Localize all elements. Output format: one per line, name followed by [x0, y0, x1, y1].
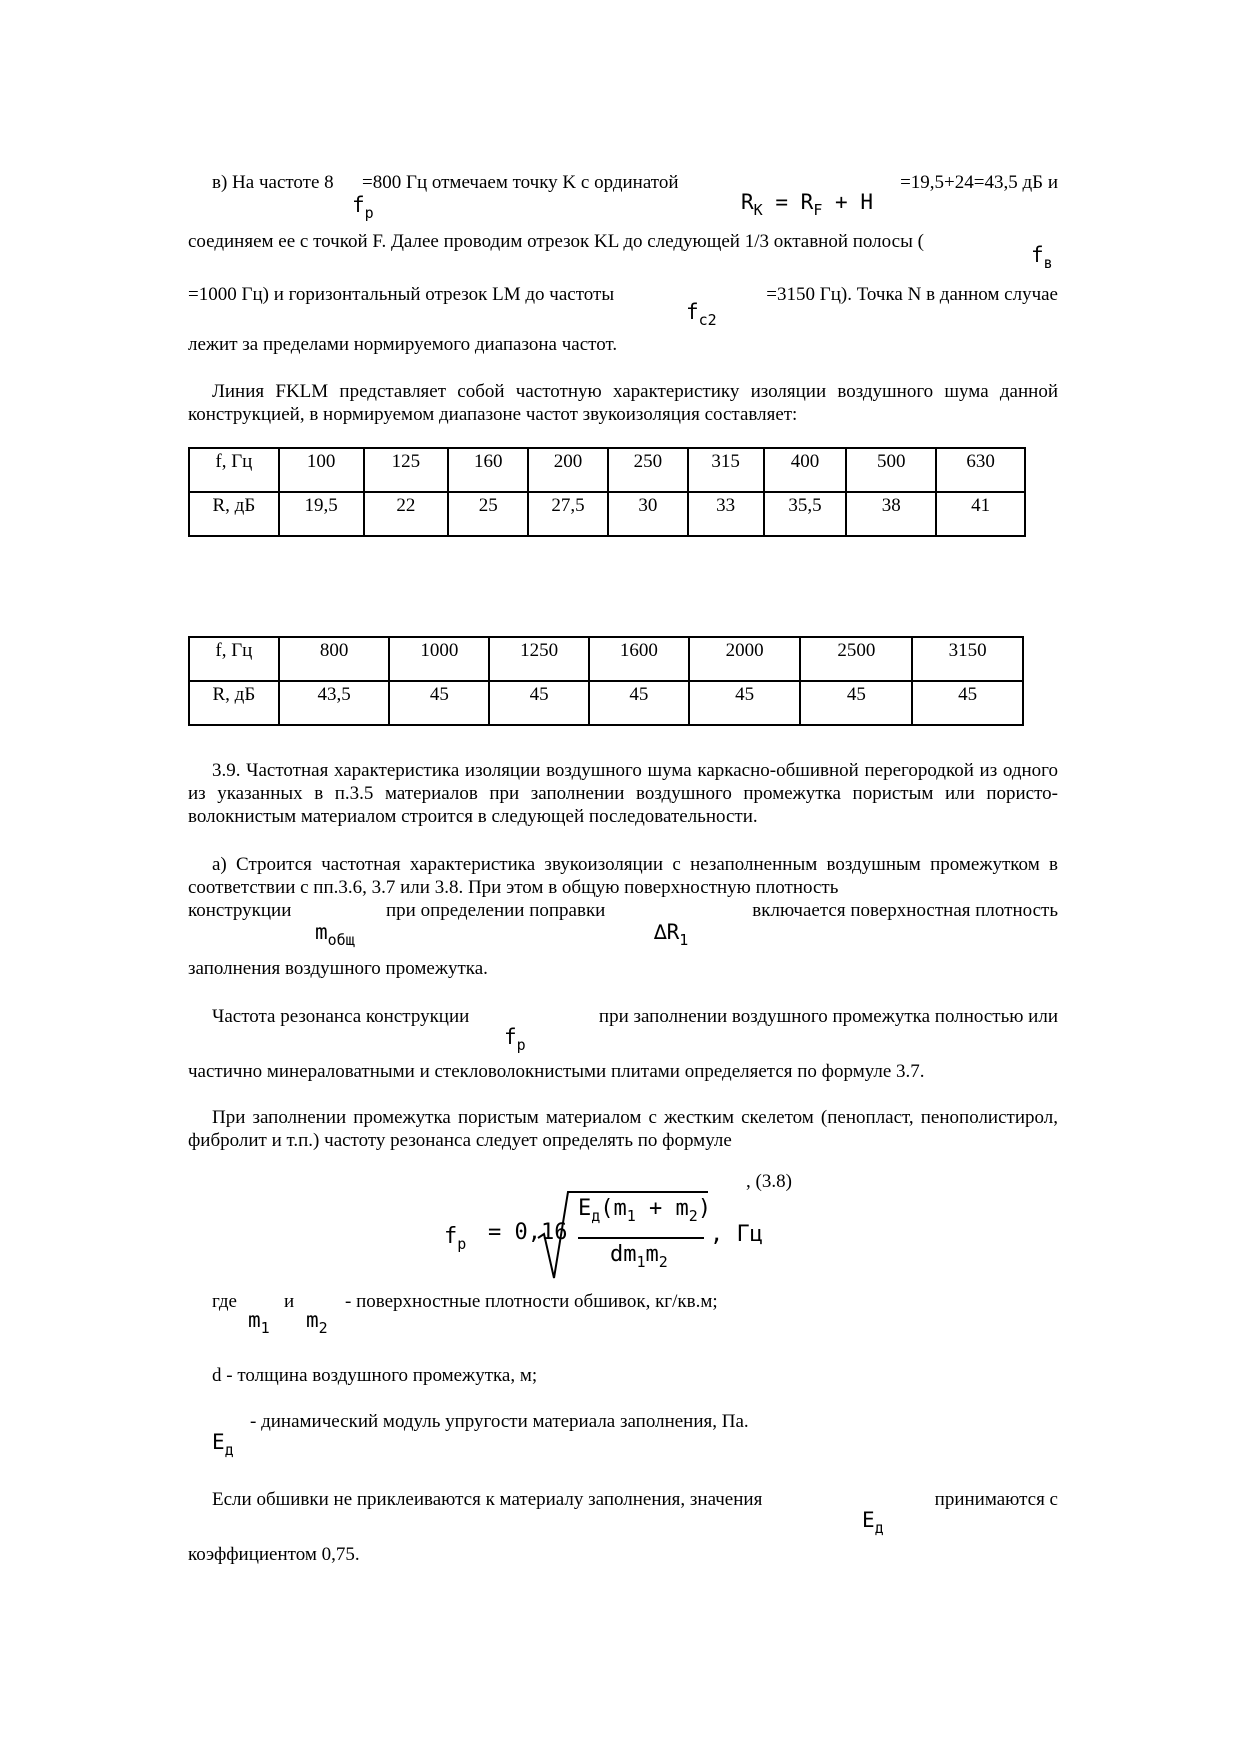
- table-cell: 630: [936, 448, 1025, 492]
- table-cell: 35,5: [764, 492, 847, 536]
- table-cell: 100: [279, 448, 364, 492]
- p7-b: и: [284, 1291, 295, 1312]
- formula-coef: = 0,16: [488, 1220, 568, 1245]
- formula-3-8: [438, 1186, 778, 1282]
- p5-a: Частота резонанса конструкции: [212, 1006, 470, 1027]
- table-row: [189, 681, 1023, 725]
- symbol-fv: $f_в$: [1031, 243, 1053, 272]
- formula-number: , (3.8): [746, 1171, 792, 1192]
- table-cell: 45: [589, 681, 689, 725]
- symbol-ed-1: $E_д$: [212, 1430, 234, 1459]
- table-cell: 38: [846, 492, 936, 536]
- paragraph-d: d - толщина воздушного промежутка, м;: [212, 1365, 538, 1386]
- table-header-f: f, Гц: [189, 637, 279, 681]
- table-cell: 45: [689, 681, 801, 725]
- table-cell: 1000: [389, 637, 489, 681]
- table-cell: 3150: [912, 637, 1023, 681]
- table-cell: 45: [800, 681, 912, 725]
- p1-line2: соединяем ее с точкой F. Далее проводим отрезок KL до следующей 1/3 октавной полосы (: [188, 231, 924, 252]
- table-cell: 45: [912, 681, 1023, 725]
- symbol-m2: $m_2$: [306, 1308, 328, 1337]
- paragraph-3-9: 3.9. Частотная характеристика изоляции воздушного шума каркасно-обшивной перегородкой из одного из указанных в п.3.5 материалов при заполнении воздушного промежутка пористым или пористо-волокнистым материалом строится в следующей последовательности.: [188, 760, 1058, 827]
- p1-text-c: =19,5+24=43,5 дБ и: [900, 172, 1058, 193]
- table-cell: 27,5: [528, 492, 608, 536]
- p10-b: принимаются с: [934, 1489, 1058, 1510]
- p1-text-a: в) На частоте 8: [212, 172, 334, 193]
- table-cell: 33: [688, 492, 764, 536]
- table-cell: 41: [936, 492, 1025, 536]
- formula-unit: , Гц: [710, 1222, 763, 1247]
- table-cell: 1600: [589, 637, 689, 681]
- symbol-fp-2: $f_p$: [504, 1025, 526, 1054]
- table-cell: 19,5: [279, 492, 364, 536]
- table-frequency-1: [188, 447, 1026, 537]
- table-row: [189, 637, 1023, 681]
- p10-a: Если обшивки не приклеиваются к материалу заполнения, значения: [212, 1489, 763, 1510]
- symbol-fp-1: $f_p$: [352, 193, 374, 222]
- p1-text-b: =800 Гц отмечаем точку K с ординатой: [362, 172, 679, 193]
- table-cell: 30: [608, 492, 688, 536]
- table-cell: 22: [364, 492, 449, 536]
- p1-line3-a: =1000 Гц) и горизонтальный отрезок LM до частоты: [188, 284, 615, 305]
- formula-denominator: $dm_1m_2$: [610, 1242, 668, 1271]
- table-cell: 315: [688, 448, 764, 492]
- table-cell: 1250: [489, 637, 589, 681]
- symbol-m-obsh: $m_{общ}$: [315, 920, 355, 949]
- symbol-m1: $m_1$: [248, 1308, 270, 1337]
- p7-a: где: [212, 1291, 237, 1312]
- table-cell: 43,5: [279, 681, 390, 725]
- paragraph-a-line4: заполнения воздушного промежутка.: [188, 958, 488, 979]
- p4-l3-b: при определении поправки: [386, 900, 606, 921]
- table-cell: 2500: [800, 637, 912, 681]
- table-cell: 125: [364, 448, 449, 492]
- p7-c: - поверхностные плотности обшивок, кг/кв.м;: [345, 1291, 718, 1312]
- formula-lhs: $f_p$: [444, 1224, 467, 1253]
- paragraph-a: а) Строится частотная характеристика звукоизоляции с незаполненным воздушным промежутком в соответствии с пп.3.6, 3.7 или 3.8. При этом в общую поверхностную плотность: [188, 854, 1058, 898]
- paragraph-resonance-line2: частично минераловатными и стекловолокнистыми плитами определяется по формуле 3.7.: [188, 1061, 925, 1082]
- p5-b: при заполнении воздушного промежутка полностью или: [598, 1006, 1058, 1027]
- formula-numerator: $E_д(m_1 + m_2)$: [578, 1196, 712, 1225]
- table-cell: 45: [489, 681, 589, 725]
- table-cell: 400: [764, 448, 847, 492]
- p4-l3-a: конструкции: [188, 900, 292, 921]
- table-cell: 800: [279, 637, 390, 681]
- symbol-delta-r1: $\Delta R_1$: [654, 920, 689, 949]
- symbol-rk-formula: $R_K = R_F + H$: [741, 190, 873, 219]
- symbol-fc2: $f_{c2}$: [686, 300, 717, 329]
- table-cell: 160: [448, 448, 528, 492]
- p1-line3-b: =3150 Гц). Точка N в данном случае: [766, 284, 1058, 305]
- table-row: [189, 492, 1025, 536]
- paragraph-coef-line2: коэффициентом 0,75.: [188, 1544, 360, 1565]
- table-cell: 25: [448, 492, 528, 536]
- table-cell: 200: [528, 448, 608, 492]
- p9: - динамический модуль упругости материала заполнения, Па.: [250, 1411, 749, 1432]
- paragraph-porous: При заполнении промежутка пористым материалом с жестким скелетом (пенопласт, пенополистирол, фибролит и т.п.) частоту резонанса следует определять по формуле: [188, 1107, 1058, 1151]
- paragraph-fklm: Линия FKLM представляет собой частотную характеристику изоляции воздушного шума данной конструкцией, в нормируемом диапазоне частот звукоизоляция составляет:: [188, 381, 1058, 425]
- p1-line4: лежит за пределами нормируемого диапазона частот.: [188, 334, 618, 355]
- document-page: [188, 0, 1058, 1755]
- table-frequency-2: [188, 636, 1024, 726]
- p4-l3-c: включается поверхностная плотность: [752, 900, 1058, 921]
- table-cell: 500: [846, 448, 936, 492]
- table-cell: 2000: [689, 637, 801, 681]
- table-cell: 45: [389, 681, 489, 725]
- symbol-ed-2: $E_д$: [862, 1508, 884, 1537]
- table-row: [189, 448, 1025, 492]
- table-header-f: f, Гц: [189, 448, 279, 492]
- table-header-r: R, дБ: [189, 492, 279, 536]
- table-header-r: R, дБ: [189, 681, 279, 725]
- table-cell: 250: [608, 448, 688, 492]
